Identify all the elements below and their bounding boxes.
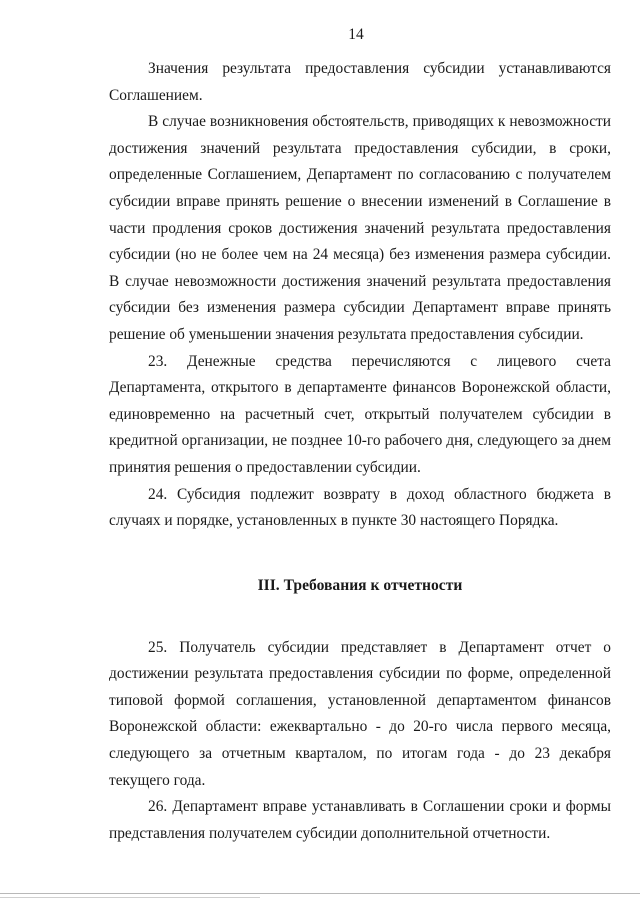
paragraph-item-26: 26. Департамент вправе устанавливать в Соглашении сроки и формы представления получателем субсидии дополнительной отчетности. (109, 798, 611, 842)
section-heading: III. Требования к отчетности (257, 576, 463, 594)
paragraph-circumstances: В случае возникновения обстоятельств, приводящих к невозможности достижения значений результата предоставления субсидии, в сроки, определенные Соглашением, Департамент по согласованию с получателем субсидии вправе принять решение о внесении изменений в Соглашение в части продления сроков достижения значений результата предоставления субсидии (но не более чем на 24 месяца) без изменения размера субсидии. В случае невозможности достижения значений результата предоставления субсидии без изменения размера субсидии Департамент вправе принять решение об уменьшении значения результата предоставления субсидии. (109, 113, 611, 343)
footer-divider-short (0, 897, 260, 898)
paragraph-item-23: 23. Денежные средства перечисляются с лицевого счета Департамента, открытого в департаменте финансов Воронежской области, единовременно на расчетный счет, открытый получателем субсидии в кредитной организации, не позднее 10-го рабочего дня, следующего за днем принятия решения о предоставлении субсидии. (109, 352, 611, 476)
page-number: 14 (348, 26, 364, 43)
footer-divider (0, 893, 640, 894)
paragraph-item-25: 25. Получатель субсидии представляет в Департамент отчет о достижении результата предоставления субсидии по форме, определенной типовой формой соглашения, установленной департаментом финансов Воронежской области: ежеквартально - до 20-го числа первого месяца, следующего за отчетным кварталом, по итогам года - до 23 декабря текущего года. (109, 638, 611, 789)
document-body (109, 56, 611, 847)
paragraph-item-24: 24. Субсидия подлежит возврату в доход областного бюджета в случаях и порядке, установленных в пункте 30 настоящего Порядка. (109, 485, 611, 530)
paragraph-results-values: Значения результата предоставления субсидии устанавливаются Соглашением. (109, 60, 611, 104)
